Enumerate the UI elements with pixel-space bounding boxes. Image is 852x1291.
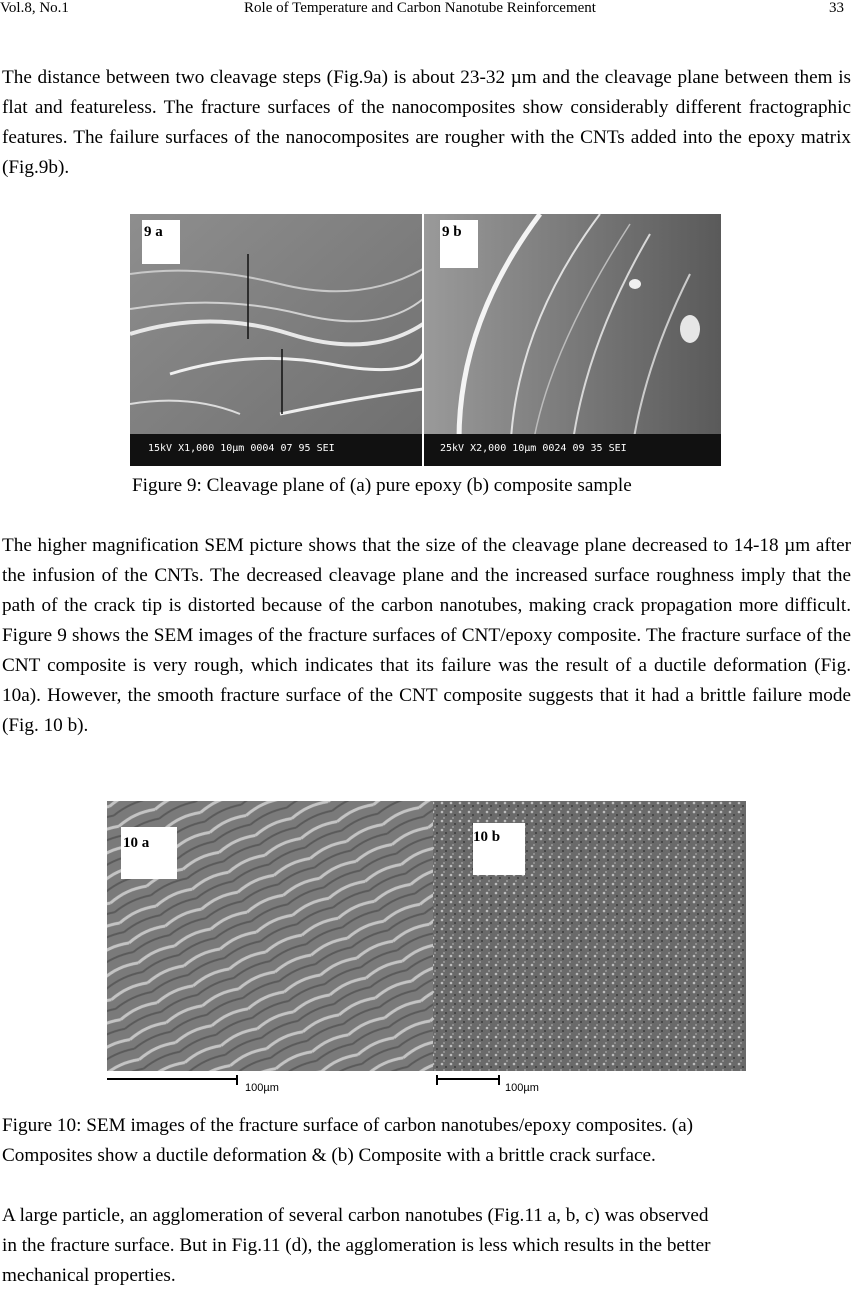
running-title: Role of Temperature and Carbon Nanotube Reinforcement: [244, 0, 596, 16]
paragraph-2: The higher magnification SEM picture shows that the size of the cleavage plane decreased to 14-18 µm after the infusion of the CNTs. The decreased cleavage plane and the increased surface roughness imply that the path of the crack tip is distorted because of the carbon nanotubes, making crack propagation more difficult. Figure 9 shows the SEM images of the fracture surfaces of CNT/epoxy composite. The fracture surface of the CNT composite is very rough, which indicates that its failure was the result of a ductile deformation (Fig. 10a). However, the smooth fracture surface of the CNT composite suggests that it had a brittle failure mode (Fig. 10 b).: [2, 535, 851, 736]
figure-10-caption-line-1: Figure 10: SEM images of the fracture surface of carbon nanotubes/epoxy composites. (a): [2, 1115, 694, 1136]
figure-10b-scale: 100µm: [505, 1082, 539, 1094]
paragraph-3-line-1: A large particle, an agglomeration of several carbon nanotubes (Fig.11 a, b, c) was observed: [2, 1205, 709, 1226]
figure-9b-micron-bar: 25kV X2,000 10µm 0024 09 35 SEI: [440, 443, 627, 454]
figure-9-image: [130, 214, 721, 466]
figure-10a-scale: 100µm: [245, 1082, 279, 1094]
figure-9a-label: 9 a: [144, 224, 163, 240]
paragraph-3-line-3: mechanical properties.: [2, 1265, 176, 1286]
figure-10-image: [107, 801, 746, 1095]
figure-9b-label: 9 b: [442, 224, 462, 240]
figure-9b-panel: [423, 214, 721, 466]
page-number: 33: [829, 0, 844, 16]
figure-9a-micron-bar: 15kV X1,000 10µm 0004 07 95 SEI: [148, 443, 335, 454]
figure-9a-panel: [130, 214, 423, 466]
figure-10a-label: 10 a: [123, 835, 150, 851]
figure-10a-panel: [107, 801, 433, 1071]
journal-volume: Vol.8, No.1: [0, 0, 69, 16]
paragraph-1: The distance between two cleavage steps (Fig.9a) is about 23-32 µm and the cleavage plane between them is flat and featureless. The fracture surfaces of the nanocomposites show considerably different fractographic features. The failure surfaces of the nanocomposites are rougher with the CNTs added into the epoxy matrix (Fig.9b).: [2, 67, 851, 178]
figure-10-caption-line-2: Composites show a ductile deformation & (b) Composite with a brittle crack surface.: [2, 1145, 656, 1166]
figure-10b-label: 10 b: [473, 829, 501, 845]
figure-9-caption: Figure 9: Cleavage plane of (a) pure epoxy (b) composite sample: [132, 475, 632, 496]
running-header: [0, 0, 852, 20]
paragraph-3-line-2: in the fracture surface. But in Fig.11 (d), the agglomeration is less which results in the better: [2, 1235, 711, 1256]
